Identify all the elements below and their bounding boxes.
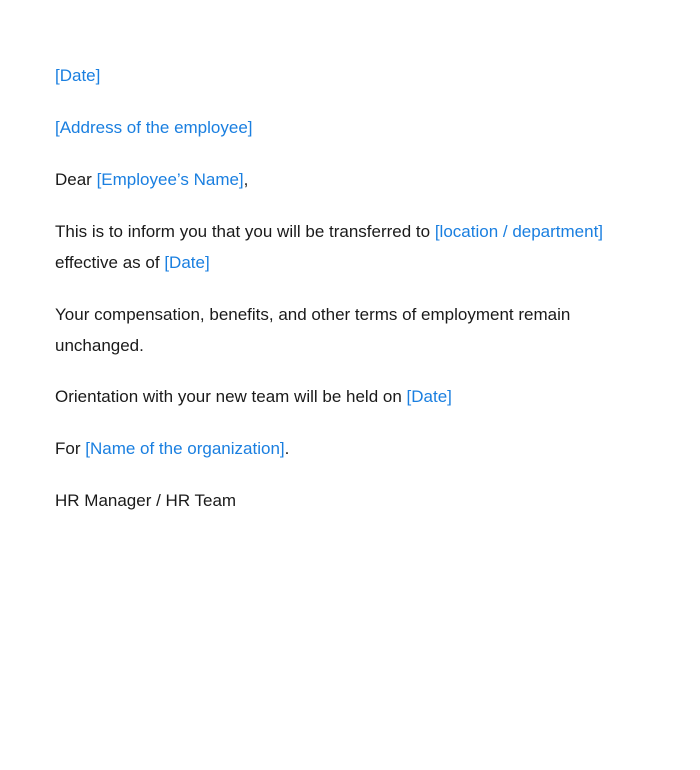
orientation-paragraph — [55, 381, 655, 412]
employee-name-placeholder: [Employee’s Name] — [96, 170, 244, 189]
closing-line — [55, 433, 655, 464]
salutation-suffix: , — [243, 170, 249, 189]
salutation — [55, 164, 655, 195]
address-placeholder: [Address of the employee] — [55, 118, 253, 137]
compensation-line-1: Your compensation, benefits, and other terms of employment remain — [55, 305, 571, 324]
salutation-prefix: Dear — [55, 170, 97, 189]
organization-placeholder: [Name of the organization] — [85, 439, 285, 458]
compensation-line-2: unchanged. — [55, 336, 144, 355]
orientation-text: Orientation with your new team will be held on — [55, 387, 407, 406]
closing-suffix: . — [284, 439, 290, 458]
transfer-text-1: This is to inform you that you will be transferred to — [55, 222, 435, 241]
location-placeholder: [location / department] — [434, 222, 604, 241]
orientation-date-placeholder: [Date] — [406, 387, 452, 406]
address-line — [55, 112, 655, 143]
date-line — [55, 60, 655, 91]
transfer-paragraph — [55, 216, 655, 278]
date-placeholder: [Date] — [55, 66, 101, 85]
signature-line: HR Manager / HR Team — [55, 491, 237, 510]
transfer-date-placeholder: [Date] — [164, 253, 210, 272]
compensation-paragraph — [55, 299, 655, 361]
closing-prefix: For — [55, 439, 86, 458]
transfer-text-2: effective as of — [55, 253, 165, 272]
